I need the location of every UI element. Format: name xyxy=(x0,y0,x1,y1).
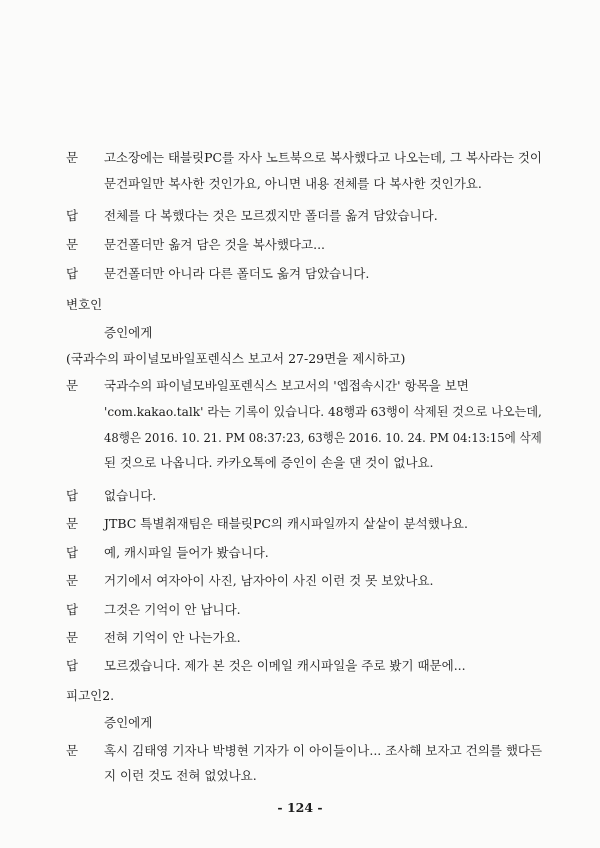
question-text-line: 고소장에는 태블릿PC를 자사 노트북으로 복사했다고 나오는데, 그 복사라는 것이 xyxy=(104,150,542,165)
answer-text-line: 모르겠습니다. 제가 본 것은 이메일 캐시파일을 주로 봤기 때문에... xyxy=(104,658,466,673)
question-text-line: JTBC 특별취재팀은 태블릿PC의 캐시파일까지 샅샅이 분석했나요. xyxy=(104,516,468,531)
question-label: 문 xyxy=(66,378,79,393)
question-text-line: 거기에서 여자아이 사진, 남자아이 사진 이런 것 못 보았나요. xyxy=(104,573,434,588)
answer-label: 답 xyxy=(66,488,79,503)
question-label: 문 xyxy=(66,237,79,252)
answer-text-line: 없습니다. xyxy=(104,488,157,503)
question-text-line: 48행은 2016. 10. 21. PM 08:37:23, 63행은 2016. 10. 24. PM 04:13:15에 삭제 xyxy=(104,430,542,445)
question-text-line: 국과수의 파이널모바일포렌식스 보고서의 '엡접속시간' 항목을 보면 xyxy=(104,378,469,393)
answer-label: 답 xyxy=(66,658,79,673)
question-text-line: 문건파일만 복사한 것인가요, 아니면 내용 전체를 다 복사한 것인가요. xyxy=(104,176,482,191)
defense-counsel-heading: 변호인 xyxy=(66,297,103,312)
exhibit-note: (국과수의 파이널모바일포렌식스 보고서 27-29면을 제시하고) xyxy=(66,351,406,366)
answer-text-line: 예, 캐시파일 들어가 봤습니다. xyxy=(104,545,269,560)
question-text-line: 문건폴더만 옮겨 담은 것을 복사했다고... xyxy=(104,237,326,252)
question-label: 문 xyxy=(66,630,79,645)
question-text-line: 된 것으로 나옵니다. 카카오톡에 증인이 손을 댄 것이 없나요. xyxy=(104,455,434,470)
answer-text-line: 문건폴더만 아니라 다른 폴더도 옮겨 담았습니다. xyxy=(104,266,370,281)
answer-label: 답 xyxy=(66,602,79,617)
question-label: 문 xyxy=(66,573,79,588)
to-witness-heading: 증인에게 xyxy=(104,715,153,730)
question-text-line: 'com.kakao.talk' 라는 기록이 있습니다. 48행과 63행이 삭제된 것으로 나오는데, xyxy=(104,404,542,419)
answer-text-line: 전체를 다 복했다는 것은 모르겠지만 폴더를 옮겨 담았습니다. xyxy=(104,208,438,223)
question-text-line: 지 이런 것도 전혀 없었나요. xyxy=(104,768,257,783)
to-witness-heading: 증인에게 xyxy=(104,325,153,340)
answer-label: 답 xyxy=(66,208,79,223)
question-text-line: 혹시 김태영 기자나 박병현 기자가 이 아이들이나... 조사해 보자고 건의를 했다든 xyxy=(104,743,543,758)
answer-label: 답 xyxy=(66,266,79,281)
page-number: - 124 - xyxy=(277,800,323,815)
question-label: 문 xyxy=(66,516,79,531)
answer-label: 답 xyxy=(66,545,79,560)
defendant-heading: 피고인2. xyxy=(66,688,115,703)
question-label: 문 xyxy=(66,150,79,165)
question-label: 문 xyxy=(66,743,79,758)
question-text-line: 전혀 기억이 안 나는가요. xyxy=(104,630,241,645)
answer-text-line: 그것은 기억이 안 납니다. xyxy=(104,602,241,617)
